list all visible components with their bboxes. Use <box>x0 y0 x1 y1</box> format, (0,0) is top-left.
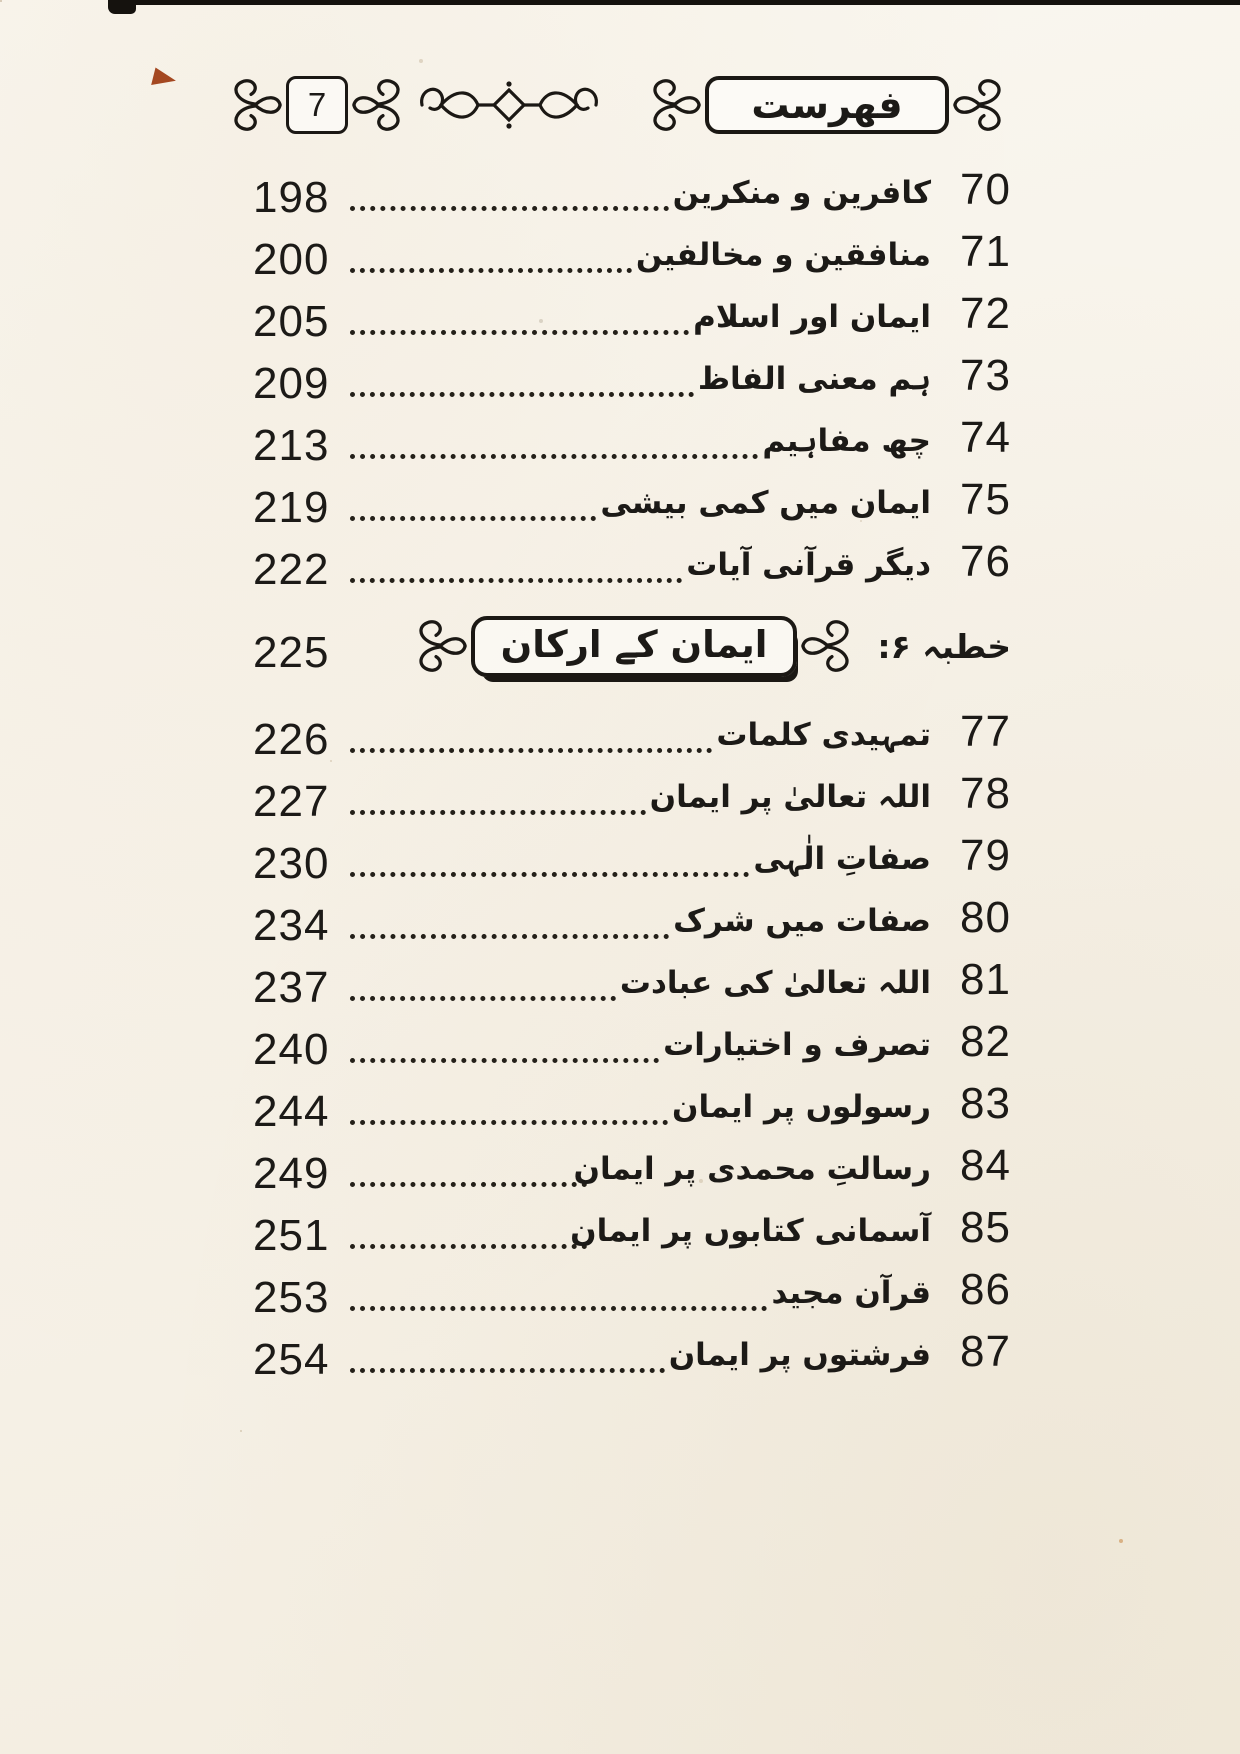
header-title-box <box>705 76 949 134</box>
leader-dots <box>350 934 669 939</box>
entry-serial: 81 <box>960 955 1011 1004</box>
leader-dots <box>350 748 712 753</box>
entry-serial: 85 <box>960 1203 1011 1252</box>
toc-entry <box>253 1134 1011 1196</box>
section-title-box <box>471 616 798 677</box>
entry-serial: 83 <box>960 1079 1011 1128</box>
leader-dots <box>350 206 669 211</box>
entry-title: چھ مفاہیم <box>762 422 931 459</box>
entry-page-number: 240 <box>253 1025 330 1074</box>
leader-dots <box>350 1306 767 1311</box>
entry-title: صفات میں شرک <box>673 902 931 939</box>
red-ink-mark <box>151 67 178 90</box>
entry-page-number: 254 <box>253 1335 330 1384</box>
entry-page-number: 222 <box>253 545 330 594</box>
entry-page-number: 198 <box>253 173 330 222</box>
entry-serial: 72 <box>960 289 1011 338</box>
scan-corner-artifact <box>108 0 136 14</box>
floral-ornament-icon <box>949 74 1015 136</box>
paper-specks <box>0 0 2 2</box>
entry-page-number: 251 <box>253 1211 330 1260</box>
entry-page-number: 249 <box>253 1149 330 1198</box>
entry-title: اللہ تعالیٰ کی عبادت <box>619 964 931 1001</box>
leader-dots <box>350 1368 665 1373</box>
leader-dots <box>350 810 646 815</box>
page-number-box <box>286 76 348 134</box>
entry-title: ایمان میں کمی بیشی <box>600 484 931 521</box>
section-label: خطبہ ۶: <box>877 626 1011 666</box>
entry-serial: 77 <box>960 707 1011 756</box>
leader-dots <box>350 872 749 877</box>
entry-serial: 71 <box>960 227 1011 276</box>
entry-page-number: 226 <box>253 715 330 764</box>
entry-title: رسالتِ محمدی پر ایمان <box>573 1150 931 1187</box>
entry-title: کافرین و منکرین <box>672 174 931 211</box>
entry-serial: 78 <box>960 769 1011 818</box>
toc-entry <box>253 948 1011 1010</box>
toc-entry <box>253 1010 1011 1072</box>
entry-title: فرشتوں پر ایمان <box>668 1336 931 1373</box>
chain-ornament-icon <box>414 77 604 133</box>
toc-entry <box>253 406 1011 468</box>
scan-edge-artifact <box>108 0 1240 5</box>
entry-page-number: 200 <box>253 235 330 284</box>
section-title: ایمان کے ارکان <box>500 622 768 666</box>
floral-ornament-icon <box>797 615 863 677</box>
leader-dots <box>350 330 689 335</box>
leader-dots <box>350 1244 587 1249</box>
leader-dots <box>350 268 632 273</box>
entry-serial: 76 <box>960 537 1011 586</box>
leader-dots <box>350 1182 587 1187</box>
entry-page-number: 237 <box>253 963 330 1012</box>
floral-ornament-icon <box>220 74 286 136</box>
floral-ornament-icon <box>639 74 705 136</box>
toc-entry <box>253 700 1011 762</box>
entry-serial: 73 <box>960 351 1011 400</box>
leader-dots <box>350 578 682 583</box>
toc-entry <box>253 468 1011 530</box>
entry-page-number: 205 <box>253 297 330 346</box>
toc-entry <box>253 282 1011 344</box>
page-header <box>220 74 1015 136</box>
entry-page-number: 253 <box>253 1273 330 1322</box>
entry-page-number: 209 <box>253 359 330 408</box>
leader-dots <box>350 1120 668 1125</box>
page-title: فهرست <box>751 83 903 127</box>
entry-title: اللہ تعالیٰ پر ایمان <box>649 778 931 815</box>
entry-serial: 70 <box>960 165 1011 214</box>
section-page-number: 225 <box>253 628 330 677</box>
entry-page-number: 244 <box>253 1087 330 1136</box>
entry-title: رسولوں پر ایمان <box>672 1088 931 1125</box>
entry-title: دیگر قرآنی آیات <box>686 546 931 583</box>
entry-serial: 74 <box>960 413 1011 462</box>
leader-dots <box>350 1058 659 1063</box>
entry-page-number: 219 <box>253 483 330 532</box>
page-number: 7 <box>307 86 327 123</box>
entry-serial: 75 <box>960 475 1011 524</box>
toc-entry <box>253 762 1011 824</box>
entry-page-number: 230 <box>253 839 330 888</box>
toc-entry <box>253 530 1011 592</box>
floral-ornament-icon <box>348 74 414 136</box>
toc-list <box>253 158 1011 1382</box>
leader-dots <box>350 516 596 521</box>
entry-title: ہم معنی الفاظ <box>697 360 931 397</box>
toc-entry <box>253 1320 1011 1382</box>
toc-entry <box>253 220 1011 282</box>
entry-title: صفاتِ الٰہی <box>753 840 931 877</box>
entry-serial: 82 <box>960 1017 1011 1066</box>
entry-serial: 79 <box>960 831 1011 880</box>
toc-entry <box>253 1072 1011 1134</box>
toc-entry <box>253 158 1011 220</box>
toc-entry <box>253 824 1011 886</box>
entry-page-number: 234 <box>253 901 330 950</box>
leader-dots <box>350 454 758 459</box>
leader-dots <box>350 392 694 397</box>
section-divider <box>253 592 1011 700</box>
entry-serial: 86 <box>960 1265 1011 1314</box>
entry-page-number: 227 <box>253 777 330 826</box>
toc-entry <box>253 1258 1011 1320</box>
entry-title: ایمان اور اسلام <box>693 298 931 335</box>
entry-title: آسمانی کتابوں پر ایمان <box>570 1212 931 1249</box>
leader-dots <box>350 996 616 1001</box>
entry-title: تصرف و اختیارات <box>663 1026 931 1063</box>
toc-entry <box>253 344 1011 406</box>
entry-title: قرآن مجید <box>771 1274 931 1311</box>
entry-serial: 84 <box>960 1141 1011 1190</box>
entry-page-number: 213 <box>253 421 330 470</box>
entry-title: منافقین و مخالفین <box>635 236 931 273</box>
entry-title: تمہیدی کلمات <box>716 716 931 753</box>
entry-serial: 87 <box>960 1327 1011 1376</box>
entry-serial: 80 <box>960 893 1011 942</box>
toc-entry <box>253 1196 1011 1258</box>
toc-entry <box>253 886 1011 948</box>
floral-ornament-icon <box>405 615 471 677</box>
